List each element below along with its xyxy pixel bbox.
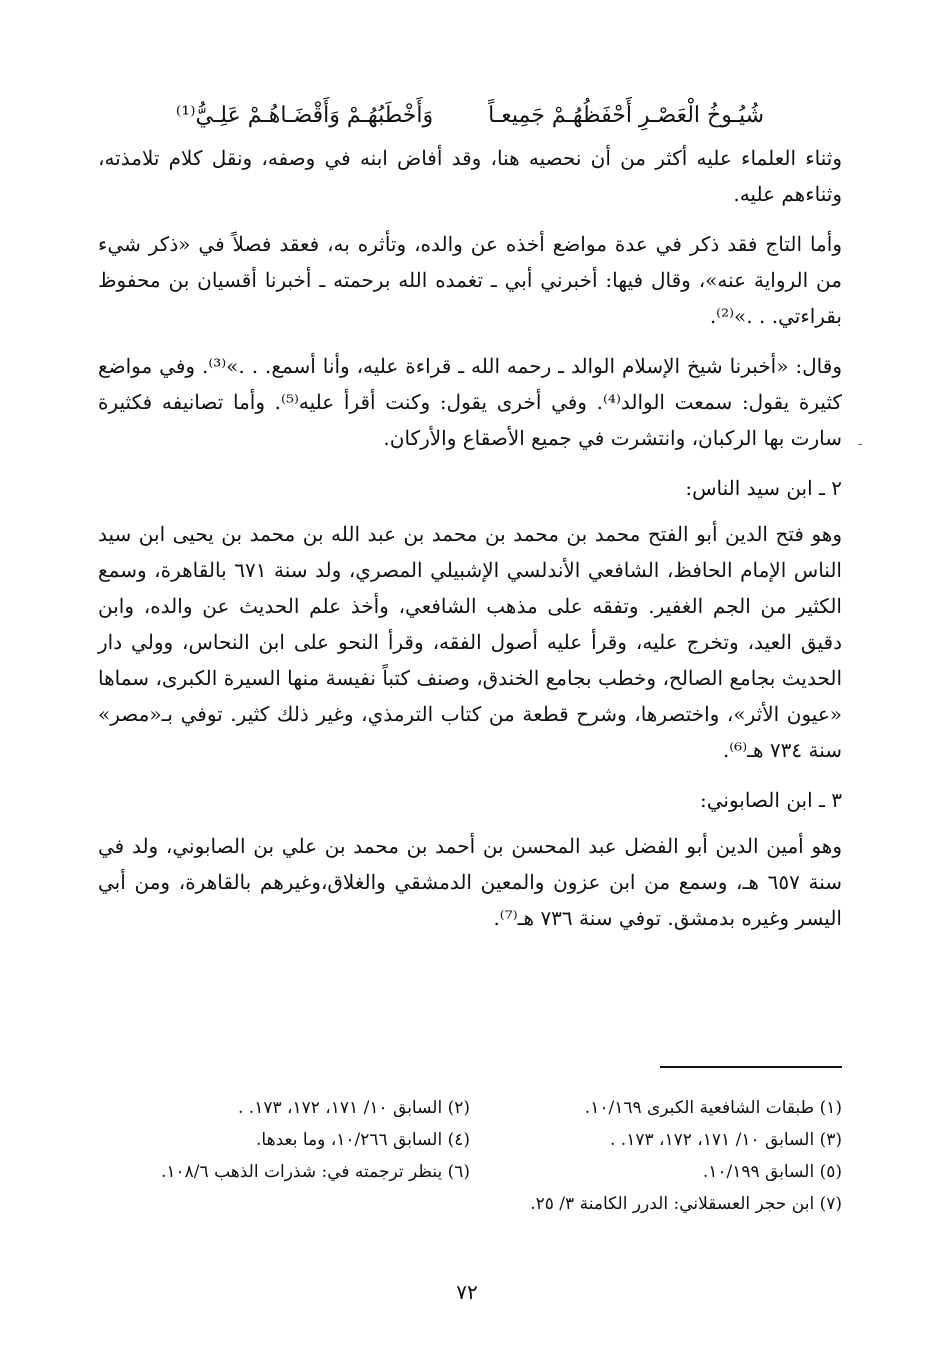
paragraph-ibn-al-sabuni: وهو أمين الدين أبو الفضل عبد المحسن بن أحمد بن محمد بن علي بن الصابوني، ولد في سنة ٦٥٧ هـ، وسمع من ابن عزون والمعين الدمشقي والغلاق،وغيرهم بالقاهرة، ومن أبي اليسر وغيره بدمشق. توفي سنة ٧٣٦ هـ⁽⁷⁾.: [98, 834, 843, 930]
footnote-row: [98, 1188, 842, 1220]
footnote-4: (٤) السابق ١٠/٢٦٦، وما بعدها.: [256, 1130, 470, 1150]
verse-hemistich-first: شُيُـوخُ الْعَصْـرِ أَحْفَظُهُـمْ جَمِيعـاً: [488, 103, 765, 128]
footnote-2: (٢) السابق ١٠/ ١٧١، ١٧٢، ١٧٣. .: [237, 1098, 470, 1118]
footnote-1: (١) طبقات الشافعية الكبرى ١٠/١٦٩.: [584, 1098, 842, 1118]
footnote-row: [98, 1092, 842, 1124]
poetry-verse: [98, 96, 842, 136]
section-heading-ibn-sayyid-al-nas: ٢ ـ ابن سيد الناس:: [685, 476, 842, 500]
section-heading-ibn-al-sabuni: ٣ ـ ابن الصابوني:: [700, 788, 842, 812]
main-text: [98, 96, 842, 950]
paragraph-praise: وثناء العلماء عليه أكثر من أن نحصيه هنا، وقد أفاض ابنه في وصفه، ونقل كلام تلامذته، وثناءهم عليه.: [98, 146, 842, 206]
footnote-7: (٧) ابن حجر العسقلاني: الدرر الكامنة ٣/ ٢٥.: [530, 1194, 842, 1214]
paragraph-taj: وأما التاج فقد ذكر في عدة مواضع أخذه عن والده، وتأثره به، فعقد فصلاً في «ذكر شيء من الرواية عنه»، وقال فيها: أخبرني أبي ـ تغمده الله برحمته ـ أخبرنا أقسيان بن محفوظ بقراءتي. . .»⁽²⁾.: [98, 232, 842, 328]
footnote-divider: [660, 1066, 842, 1068]
footnote-3: (٣) السابق ١٠/ ١٧١، ١٧٢، ١٧٣. .: [609, 1130, 842, 1150]
footnote-row: [98, 1156, 842, 1188]
paragraph-ibn-sayyid-al-nas: وهو فتح الدين أبو الفتح محمد بن محمد بن محمد بن عبد الله بن محمد بن يحيى ابن سيد الناس الإمام الحافظ، الشافعي الأندلسي الإشبيلي المصري، ولد سنة ٦٧١ بالقاهرة، وسمع الكثير من الجم الغفير. وتفقه على مذهب الشافعي، وأخذ علم الحديث عن والده، وابن دقيق العيد، وتخرج عليه، وقرأ عليه أصول الفقه، وقرأ النحو على ابن النحاس، وولي دار الحديث بجامع الصالح، وخطب بجامع الخندق، وصنف كتباً نفيسة منها السيرة الكبرى، سماها «عيون الأثر»، واختصرها، وشرح قطعة من كتاب الترمذي، وغير ذلك كثير. توفي بـ«مصر» سنة ٧٣٤ هـ⁽⁶⁾.: [98, 522, 842, 762]
verse-hemistich-second: وَأَخْطَبُهُـمْ وَأَقْضَـاهُـمْ عَلِـيُّ⁽¹⁾: [175, 103, 434, 128]
margin-mark: -: [858, 436, 863, 452]
paragraph-quotes: وقال: «أخبرنا شيخ الإسلام الوالد ـ رحمه الله ـ قراءة عليه، وأنا أسمع. . .»⁽³⁾. وفي مواضع كثيرة يقول: سمعت الوالد⁽⁴⁾. وفي أخرى يقول: وكنت أقرأ عليه⁽⁵⁾. وأما تصانيفه فكثيرة سارت بها الركبان، وانتشرت في جميع الأصقاع والأركان.: [98, 354, 843, 450]
footnote-5: (٥) السابق ١٠/١٩٩.: [702, 1162, 842, 1182]
footnotes: [98, 1092, 842, 1220]
footnote-6: (٦) ينظر ترجمته في: شذرات الذهب ١٠٨/٦.: [161, 1162, 470, 1182]
footnote-row: [98, 1124, 842, 1156]
page-number: ٧٢: [456, 1280, 478, 1304]
